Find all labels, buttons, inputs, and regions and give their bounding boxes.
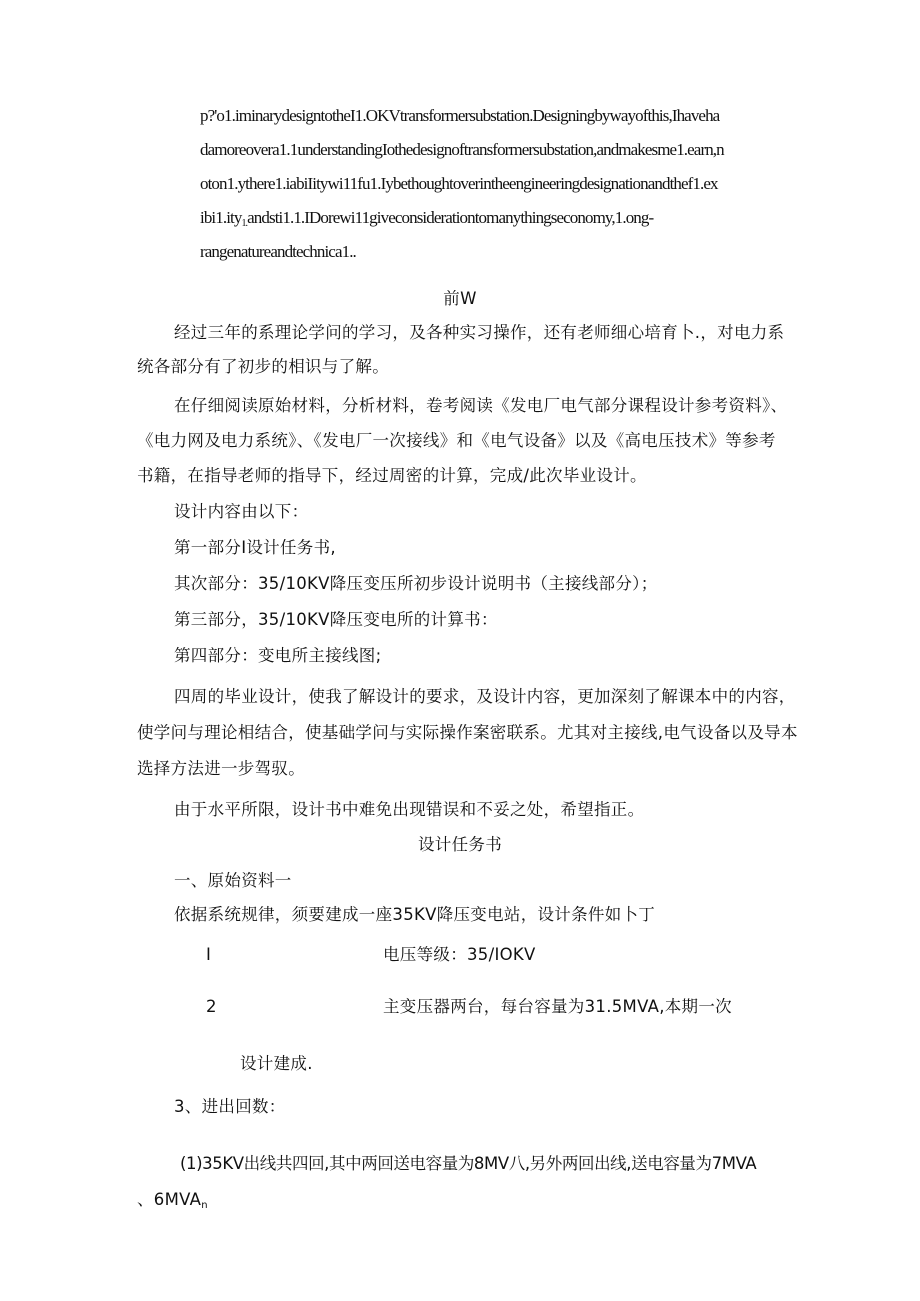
contents-part-2: 其次部分：35/10KV降压变压所初步设计说明书（主接线部分）； — [174, 574, 658, 593]
preface-p3-line2: 使学问与理论相结合，使基础学问与实际操作案密联系。尤其对主接线,电气设备以及导本 — [137, 723, 798, 742]
preface-p2-line2: 《电力网及电力系统》、《发电厂一次接线》和《电气设备》以及《高电压技术》等参考 — [137, 431, 776, 450]
preface-closing: 由于水平所限，设计书中难免出现错误和不妥之处，希望指正。 — [174, 800, 645, 819]
contents-part-1: 第一部分I设计任务书, — [174, 538, 336, 557]
task-title: 设计任务书 — [418, 835, 502, 854]
item-2-text: 主变压器两台，每台容量为31.5MVA,本期一次 — [383, 997, 732, 1016]
abstract-line-4a: ibi1.ity — [200, 208, 242, 227]
preface-p3-line3: 选择方法进一步驾驭。 — [137, 759, 305, 778]
abstract-line-1: p?'o1.iminarydesigntotheI1.OKVtransformersubstation.Designingbywayofthis,Ihaveha — [200, 106, 720, 125]
contents-part-4: 第四部分：变电所主接线图; — [174, 646, 382, 665]
abstract-line-3: oton1.ythere1.iabiIitywi11fu1.Iybethoughtoverintheengineeringdesignationandthef1.ex — [200, 174, 718, 193]
preface-p1-line1: 经过三年的系理论学问的学习，及各种实习操作，还有老师细心培育卜.，对电力系 — [174, 323, 785, 342]
item-2-number: 2 — [206, 997, 217, 1016]
abstract-line-4-sub: 1. — [241, 218, 248, 229]
line-35kv-end — [137, 1189, 208, 1217]
abstract-line-4b: andsti1.1.IDorewi11giveconsiderationtomanythingseconomy,1.ong- — [247, 208, 654, 227]
item-2-continued: 设计建成. — [240, 1054, 313, 1073]
line-35kv: (1)35KV出线共四回,其中两回送电容量为8MV八,另外两回出线,送电容量为7MVA — [180, 1154, 757, 1173]
preface-p1-line2: 统各部分有了初步的相识与了解。 — [137, 357, 389, 376]
line-35kv-end-sub: n — [201, 1200, 208, 1211]
item-3: 3、进出回数： — [174, 1097, 286, 1116]
item-1-number: I — [206, 945, 212, 964]
task-section-1: 一、原始资料一 — [174, 871, 292, 890]
line-35kv-end-text: 、6MVA — [137, 1190, 202, 1209]
abstract-line-5: rangenatureandtechnica1.. — [200, 242, 356, 261]
preface-p3-line1: 四周的毕业设计，使我了解设计的要求，及设计内容，更加深刻了解课本中的内容， — [174, 687, 796, 706]
contents-intro: 设计内容由以下： — [174, 502, 309, 521]
item-1-text: 电压等级：35/IOKV — [383, 945, 536, 964]
abstract-line-2: damoreovera1.1understandingIothedesignoftransformersubstation,andmakesme1.earn,n — [200, 140, 724, 159]
abstract-line-4 — [200, 208, 820, 234]
preface-title: 前W — [443, 289, 477, 308]
preface-p2-line1: 在仔细阅读原始材料，分析材料，卷考阅读《发电厂电气部分课程设计参考资料》、 — [174, 396, 788, 415]
preface-p2-line3: 书籍，在指导老师的指导下，经过周密的计算，完成/此次毕业设计。 — [137, 466, 647, 485]
contents-part-3: 第三部分，35/10KV降压变电所的计算书： — [174, 610, 498, 629]
task-intro: 依据系统规律，须要建成一座35KV降压变电站，设计条件如卜丁 — [174, 905, 656, 924]
